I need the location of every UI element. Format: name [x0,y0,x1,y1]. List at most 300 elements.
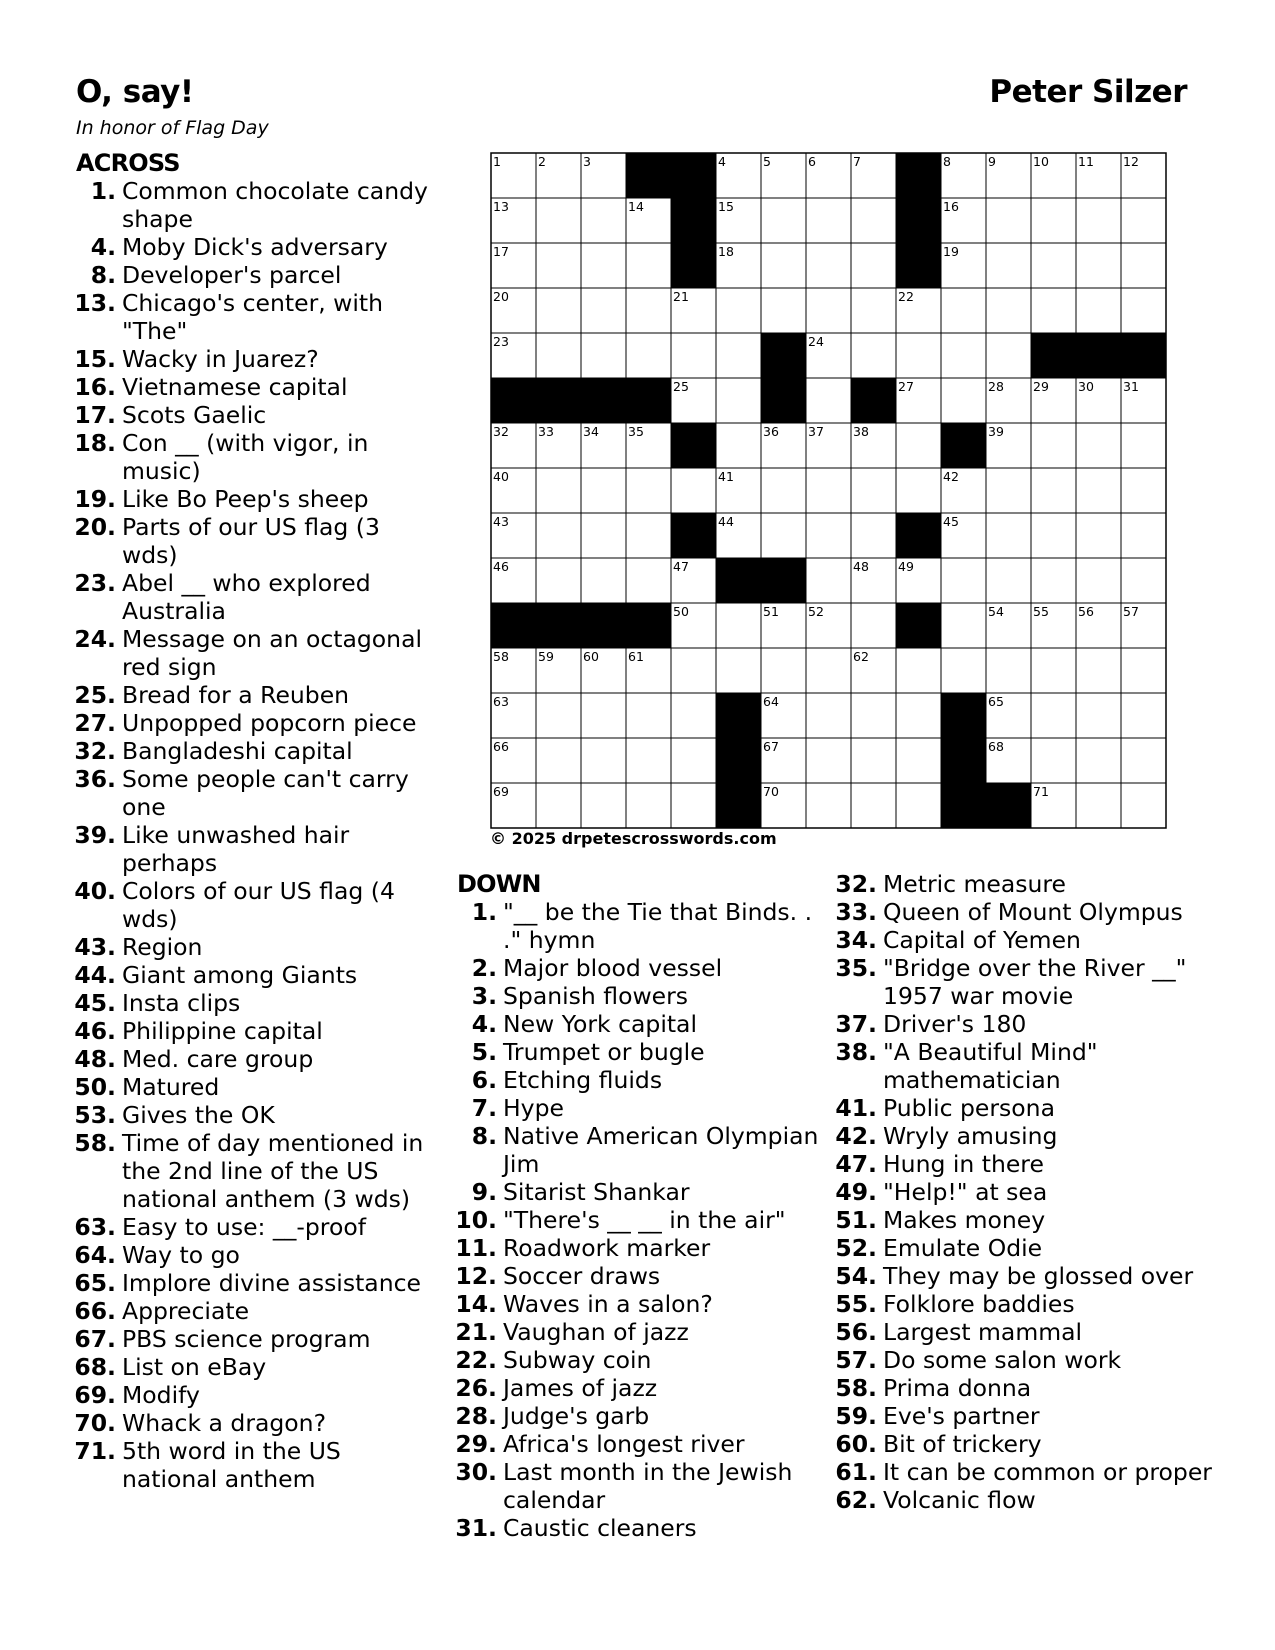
grid-cell[interactable] [941,333,986,378]
grid-cell[interactable] [1031,423,1076,468]
grid-cell[interactable] [896,468,941,513]
grid-cell[interactable] [1031,558,1076,603]
grid-cell[interactable] [581,468,626,513]
cell-number: 57 [1123,604,1139,619]
down-clue[interactable] [451,1038,821,1066]
grid-cell[interactable] [1076,648,1121,693]
clue-number: 32. [74,737,116,765]
down-clue[interactable] [451,1066,821,1094]
cell-number: 32 [493,424,509,439]
across-clue[interactable] [70,513,440,569]
clue-number: 5. [471,1038,497,1066]
grid-cell[interactable] [536,468,581,513]
down-clue[interactable] [831,1010,1221,1038]
down-clue[interactable] [831,1486,1221,1514]
across-clue[interactable] [70,1101,440,1129]
clue-number: 33. [835,898,877,926]
clue-text: Trumpet or bugle [503,1038,705,1066]
grid-cell[interactable] [941,288,986,333]
clue-text: Insta clips [122,989,241,1017]
grid-cell[interactable] [1076,558,1121,603]
grid-cell[interactable] [1076,423,1121,468]
grid-cell[interactable] [671,738,716,783]
across-clue[interactable] [70,429,440,485]
grid-cell[interactable] [716,333,761,378]
clue-number: 68. [74,1353,116,1381]
cell-number: 42 [943,469,959,484]
grid-cell[interactable] [1121,648,1166,693]
clue-text: Unpopped popcorn piece [122,709,417,737]
down-clue[interactable] [831,1290,1221,1318]
grid-cell[interactable] [1121,288,1166,333]
clue-number: 7. [471,1094,497,1122]
grid-cell[interactable] [896,693,941,738]
grid-cell[interactable] [851,738,896,783]
clue-number: 19. [74,485,116,513]
cell-number: 14 [628,199,644,214]
across-clue[interactable] [70,1437,440,1493]
cell-number: 3 [583,154,591,169]
clue-text: Driver's 180 [883,1010,1027,1038]
across-clue[interactable] [70,1353,440,1381]
cell-number: 12 [1123,154,1139,169]
grid-cell[interactable] [986,513,1031,558]
grid-cell[interactable] [986,558,1031,603]
clue-text: Last month in the Jewish calendar [503,1458,793,1514]
grid-block [941,783,986,828]
grid-cell[interactable] [671,783,716,828]
down-clue[interactable] [451,954,821,982]
clue-text: "__ be the Tie that Binds. . ." hymn [503,898,813,954]
grid-cell[interactable] [536,288,581,333]
clue-text: Some people can't carry one [122,765,409,821]
grid-cell[interactable] [896,423,941,468]
down-clue[interactable] [451,1374,821,1402]
grid-cell[interactable] [1031,738,1076,783]
grid-cell[interactable] [1076,738,1121,783]
grid-cell[interactable] [851,693,896,738]
grid-cell[interactable] [1031,468,1076,513]
down-clue[interactable] [831,954,1221,1010]
clue-number: 48. [74,1045,116,1073]
down-clue[interactable] [451,1094,821,1122]
grid-cell[interactable] [1121,198,1166,243]
cell-number: 34 [583,424,599,439]
grid-cell[interactable] [581,558,626,603]
grid-cell[interactable] [851,513,896,558]
grid-cell[interactable] [851,288,896,333]
puzzle-title: O, say! [76,74,194,110]
cell-number: 21 [673,289,689,304]
clue-number: 8. [471,1122,497,1150]
cell-number: 55 [1033,604,1049,619]
grid-block [671,243,716,288]
grid-cell[interactable] [536,513,581,558]
grid-cell[interactable] [671,468,716,513]
clue-number: 22. [455,1346,497,1374]
clue-number: 52. [835,1234,877,1262]
across-clue[interactable] [70,1241,440,1269]
cell-number: 45 [943,514,959,529]
grid-cell[interactable] [626,513,671,558]
grid-cell[interactable] [941,603,986,648]
cell-number: 18 [718,244,734,259]
down-clue[interactable] [451,1206,821,1234]
grid-cell[interactable] [851,783,896,828]
grid-cell[interactable] [1031,648,1076,693]
clue-number: 29. [455,1430,497,1458]
grid-cell[interactable] [941,558,986,603]
across-clue[interactable] [70,1129,440,1213]
grid-cell[interactable] [1031,288,1076,333]
down-clue[interactable] [831,1430,1221,1458]
grid-block [986,783,1031,828]
clue-text: Modify [122,1381,200,1409]
clue-text: Gives the OK [122,1101,275,1129]
clue-text: "There's __ __ in the air" [503,1206,786,1234]
down-clue[interactable] [831,870,1221,898]
grid-cell[interactable] [851,333,896,378]
grid-cell[interactable] [626,738,671,783]
grid-cell[interactable] [581,243,626,288]
down-clue[interactable] [831,1094,1221,1122]
grid-cell[interactable] [986,648,1031,693]
clue-number: 23. [74,569,116,597]
down-clue[interactable] [451,1458,821,1514]
grid-cell[interactable] [941,378,986,423]
grid-cell[interactable] [1076,783,1121,828]
grid-cell[interactable] [896,648,941,693]
grid-cell[interactable] [761,288,806,333]
down-clue[interactable] [831,898,1221,926]
grid-cell[interactable] [716,423,761,468]
down-clue[interactable] [451,982,821,1010]
grid-cell[interactable] [581,783,626,828]
grid-cell[interactable] [716,288,761,333]
grid-cell[interactable] [1076,243,1121,288]
clue-number: 20. [74,513,116,541]
grid-cell[interactable] [626,243,671,288]
grid-block [626,153,671,198]
grid-cell[interactable] [806,198,851,243]
grid-cell[interactable] [761,648,806,693]
across-clue[interactable] [70,1297,440,1325]
grid-cell[interactable] [671,693,716,738]
clue-number: 15. [74,345,116,373]
clue-number: 26. [455,1374,497,1402]
grid-cell[interactable] [1031,513,1076,558]
grid-cell[interactable] [626,783,671,828]
grid-cell[interactable] [1076,288,1121,333]
cell-number: 43 [493,514,509,529]
clue-text: They may be glossed over [883,1262,1194,1290]
grid-cell[interactable] [1121,558,1166,603]
grid-cell[interactable] [806,783,851,828]
grid-cell[interactable] [1121,738,1166,783]
across-clue[interactable] [70,1073,440,1101]
grid-cell[interactable] [986,198,1031,243]
across-clue[interactable] [70,1017,440,1045]
down-clue[interactable] [451,1430,821,1458]
grid-cell[interactable] [536,198,581,243]
grid-cell[interactable] [986,288,1031,333]
grid-cell[interactable] [536,243,581,288]
across-clue[interactable] [70,1381,440,1409]
grid-cell[interactable] [806,648,851,693]
down-clue[interactable] [831,1206,1221,1234]
cell-number: 9 [988,154,996,169]
grid-cell[interactable] [1076,693,1121,738]
grid-cell[interactable] [716,603,761,648]
across-clue[interactable] [70,1325,440,1353]
grid-cell[interactable] [536,738,581,783]
down-clue[interactable] [831,1262,1221,1290]
across-clue[interactable] [70,289,440,345]
grid-cell[interactable] [581,513,626,558]
grid-cell[interactable] [986,468,1031,513]
clue-text: Emulate Odie [883,1234,1043,1262]
clue-text: Volcanic flow [883,1486,1036,1514]
grid-cell[interactable] [806,243,851,288]
grid-block [671,423,716,468]
cell-number: 60 [583,649,599,664]
across-clue[interactable] [70,401,440,429]
grid-cell[interactable] [761,198,806,243]
grid-cell[interactable] [536,693,581,738]
grid-cell[interactable] [806,288,851,333]
cell-number: 31 [1123,379,1139,394]
cell-number: 46 [493,559,509,574]
cell-number: 59 [538,649,554,664]
grid-cell[interactable] [941,648,986,693]
down-clue[interactable] [831,1234,1221,1262]
crossword-grid-svg[interactable] [490,152,1167,829]
across-clue[interactable] [70,933,440,961]
across-clue[interactable] [70,625,440,681]
across-clue[interactable] [70,485,440,513]
down-clue[interactable] [451,1346,821,1374]
grid-cell[interactable] [896,333,941,378]
grid-cell[interactable] [761,468,806,513]
crossword-grid[interactable] [490,152,1167,829]
clue-text: Prima donna [883,1374,1032,1402]
clue-text: Bangladeshi capital [122,737,353,765]
across-clue[interactable] [70,681,440,709]
down-clue[interactable] [451,1010,821,1038]
clue-text: Sitarist Shankar [503,1178,690,1206]
cell-number: 37 [808,424,824,439]
clue-number: 2. [471,954,497,982]
clue-text: Time of day mentioned in the 2nd line of the US national anthem (3 wds) [122,1129,424,1213]
across-clue[interactable] [70,373,440,401]
cell-number: 10 [1033,154,1049,169]
across-clue[interactable] [70,821,440,877]
clue-number: 64. [74,1241,116,1269]
copyright-notice: © 2025 drpetescrosswords.com [490,829,777,848]
grid-cell[interactable] [536,783,581,828]
down-clue[interactable] [451,1234,821,1262]
cell-number: 28 [988,379,1004,394]
grid-cell[interactable] [1121,468,1166,513]
clue-text: Region [122,933,203,961]
across-clue[interactable] [70,569,440,625]
clue-text: "Bridge over the River __" 1957 war movie [883,954,1187,1010]
down-clue[interactable] [451,1402,821,1430]
across-clue[interactable] [70,233,440,261]
down-clue[interactable] [831,1346,1221,1374]
clue-text: Major blood vessel [503,954,723,982]
down-clue[interactable] [451,1262,821,1290]
clue-number: 42. [835,1122,877,1150]
grid-cell[interactable] [581,333,626,378]
across-clue[interactable] [70,765,440,821]
grid-cell[interactable] [1076,198,1121,243]
clue-text: Capital of Yemen [883,926,1081,954]
grid-cell[interactable] [986,333,1031,378]
grid-cell[interactable] [806,693,851,738]
across-clue[interactable] [70,177,440,233]
grid-cell[interactable] [581,738,626,783]
clue-text: Matured [122,1073,220,1101]
clue-number: 71. [74,1437,116,1465]
grid-cell[interactable] [626,558,671,603]
down-clue[interactable] [831,1122,1221,1150]
across-clue[interactable] [70,261,440,289]
clue-text: Like unwashed hair perhaps [122,821,350,877]
clue-number: 18. [74,429,116,457]
down-clue[interactable] [831,1150,1221,1178]
grid-cell[interactable] [851,603,896,648]
cell-number: 5 [763,154,771,169]
grid-cell[interactable] [716,648,761,693]
cell-number: 8 [943,154,951,169]
grid-cell[interactable] [1076,468,1121,513]
grid-block [491,603,536,648]
grid-cell[interactable] [581,198,626,243]
clue-text: Wacky in Juarez? [122,345,319,373]
across-clue[interactable] [70,709,440,737]
down-clue[interactable] [831,1402,1221,1430]
clue-text: Africa's longest river [503,1430,745,1458]
clue-text: Subway coin [503,1346,652,1374]
down-clue[interactable] [831,1458,1221,1486]
clue-number: 65. [74,1269,116,1297]
grid-cell[interactable] [851,243,896,288]
grid-cell[interactable] [1031,198,1076,243]
clue-text: "Help!" at sea [883,1178,1048,1206]
grid-cell[interactable] [671,333,716,378]
grid-cell[interactable] [896,783,941,828]
grid-cell[interactable] [626,288,671,333]
down-clue[interactable] [451,1290,821,1318]
across-clue[interactable] [70,1213,440,1241]
cell-number: 36 [763,424,779,439]
across-clue[interactable] [70,737,440,765]
down-clue[interactable] [451,1514,821,1542]
grid-cell[interactable] [626,693,671,738]
grid-cell[interactable] [1076,513,1121,558]
grid-cell[interactable] [896,738,941,783]
clue-number: 58. [835,1374,877,1402]
grid-cell[interactable] [536,558,581,603]
grid-block [761,378,806,423]
grid-cell[interactable] [1121,513,1166,558]
grid-cell[interactable] [806,738,851,783]
cell-number: 16 [943,199,959,214]
across-clue[interactable] [70,1269,440,1297]
grid-cell[interactable] [626,468,671,513]
down-clue[interactable] [451,1178,821,1206]
grid-block [671,153,716,198]
grid-block [896,603,941,648]
cell-number: 40 [493,469,509,484]
grid-cell[interactable] [626,333,671,378]
grid-cell[interactable] [581,288,626,333]
grid-cell[interactable] [1121,783,1166,828]
grid-cell[interactable] [716,378,761,423]
down-clue[interactable] [451,1318,821,1346]
grid-cell[interactable] [986,243,1031,288]
down-clue[interactable] [451,1122,821,1178]
cell-number: 50 [673,604,689,619]
grid-cell[interactable] [1031,693,1076,738]
grid-block [896,153,941,198]
grid-cell[interactable] [671,648,716,693]
cell-number: 70 [763,784,779,799]
clue-number: 8. [90,261,116,289]
grid-cell[interactable] [806,558,851,603]
clue-number: 35. [835,954,877,982]
grid-cell[interactable] [761,243,806,288]
clue-text: Chicago's center, with "The" [122,289,384,345]
grid-cell[interactable] [806,513,851,558]
across-clue[interactable] [70,1045,440,1073]
grid-cell[interactable] [1031,243,1076,288]
grid-cell[interactable] [806,378,851,423]
grid-cell[interactable] [851,468,896,513]
grid-block [941,423,986,468]
grid-cell[interactable] [536,333,581,378]
grid-block [581,378,626,423]
down-clue[interactable] [451,898,821,954]
down-clue[interactable] [831,926,1221,954]
grid-block [941,693,986,738]
cell-number: 69 [493,784,509,799]
down-clue[interactable] [831,1374,1221,1402]
grid-cell[interactable] [581,693,626,738]
grid-cell[interactable] [761,513,806,558]
across-clue[interactable] [70,345,440,373]
grid-block [671,198,716,243]
grid-cell[interactable] [1121,693,1166,738]
grid-cell[interactable] [1121,423,1166,468]
down-clue[interactable] [831,1318,1221,1346]
down-clue[interactable] [831,1038,1221,1094]
grid-cell[interactable] [1121,243,1166,288]
across-clue[interactable] [70,989,440,1017]
clue-text: Philippine capital [122,1017,323,1045]
down-clue[interactable] [831,1178,1221,1206]
grid-cell[interactable] [806,468,851,513]
grid-block [896,243,941,288]
across-heading: ACROSS [76,149,180,177]
across-clue[interactable] [70,1409,440,1437]
clue-text: Soccer draws [503,1262,661,1290]
grid-cell[interactable] [851,198,896,243]
cell-number: 58 [493,649,509,664]
across-clue[interactable] [70,961,440,989]
across-clue[interactable] [70,877,440,933]
